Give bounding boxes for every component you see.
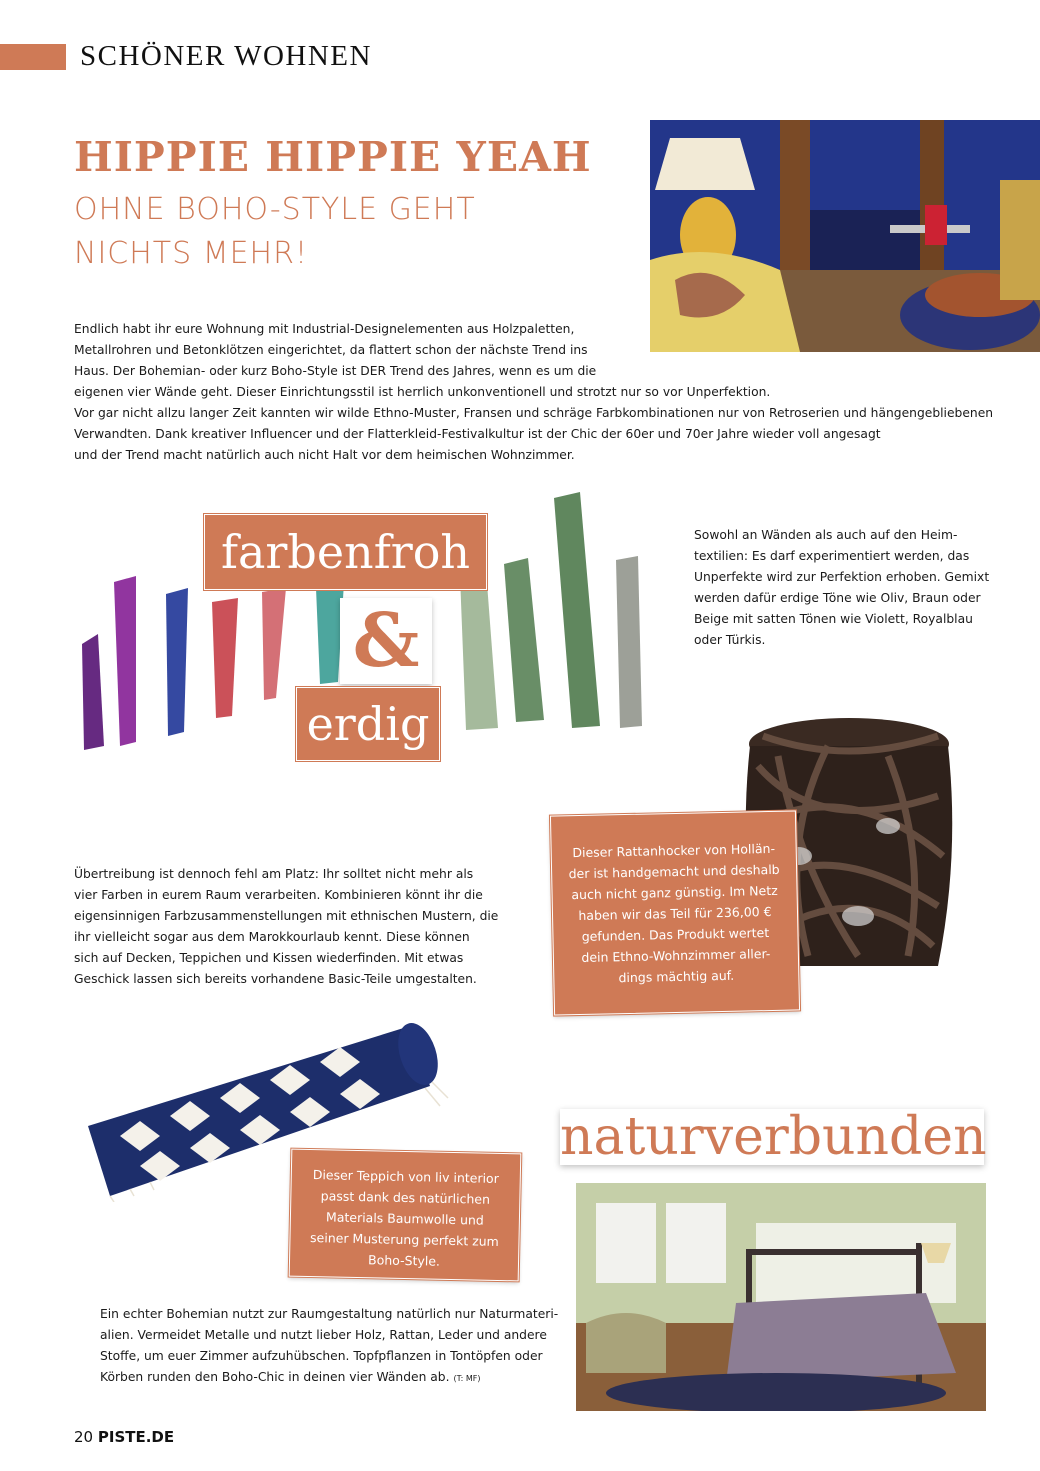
closing-line: alien. Vermeidet Metalle und nutzt lieber Holz, Rattan, Leder und andere	[100, 1328, 547, 1342]
side-line: Unperfekte wird zur Perfektion erhoben. Gemixt	[694, 570, 990, 584]
caption-line: der ist handgemacht und deshalb	[568, 861, 780, 882]
side-line: Sowohl an Wänden als auch auf den Heim-	[694, 528, 958, 542]
intro-line: Endlich habt ihr eure Wohnung mit Industrial-Designelementen aus Holzpaletten,	[74, 322, 575, 336]
intro-line: Vor gar nicht allzu langer Zeit kannten wir wilde Ethno-Muster, Fransen und schräge Farbkombinationen nur von Retroserien und hängengebliebenen	[74, 406, 994, 420]
article-subtitle	[74, 188, 574, 276]
header-accent-bar	[0, 44, 66, 70]
closing-line	[100, 1367, 550, 1389]
closing-paragraph	[100, 1304, 559, 1389]
caption-rug	[289, 1149, 522, 1282]
bedroom-illustration	[576, 1183, 986, 1411]
caption-line: dings mächtig auf.	[618, 967, 735, 986]
section-label: SCHÖNER WOHNEN	[80, 40, 372, 72]
side-line: werden dafür erdige Töne wie Oliv, Braun oder	[694, 591, 981, 605]
caption-line: Dieser Rattanhocker von Hollän-	[572, 840, 776, 861]
intro-line: Haus. Der Bohemian- oder kurz Boho-Style ist DER Trend des Jahres, wenn es um die	[74, 364, 597, 378]
word-naturverbunden: naturverbunden	[560, 1107, 987, 1167]
mid-line: eigensinnigen Farbzusammenstellungen mit ethnischen Mustern, die	[74, 909, 499, 923]
page-number: 20	[74, 1428, 94, 1446]
side-line: textilien: Es darf experimentiert werden, das	[694, 549, 970, 563]
caption-line: seiner Musterung perfekt zum	[309, 1230, 499, 1249]
footer-brand: PISTE.DE	[97, 1428, 175, 1446]
caption-line: dein Ethno-Wohnzimmer aller-	[581, 946, 771, 965]
mid-line: ihr vielleicht sogar aus dem Marokkourlaub kennt. Diese können	[74, 930, 470, 944]
page-footer	[74, 1428, 174, 1446]
intro-paragraph	[74, 319, 994, 466]
caption-line: gefunden. Das Produkt wertet	[581, 925, 770, 944]
caption-line: Dieser Teppich von liv interior	[312, 1167, 499, 1186]
caption-line: auch nicht ganz günstig. Im Netz	[571, 882, 778, 903]
side-line: Beige mit satten Tönen wie Violett, Royalblau	[694, 612, 973, 626]
bedroom-image	[576, 1183, 986, 1411]
intro-line: Verwandten. Dank kreativer Influencer und der Flatterkleid-Festivalkultur ist der Chic der 60er und 70er Jahre wieder voll angesagt	[74, 427, 881, 441]
middle-paragraph	[74, 864, 499, 990]
subtitle-line-1: OHNE BOHO-STYLE GEHT	[74, 192, 476, 227]
article-title: HIPPIE HIPPIE YEAH	[74, 133, 592, 181]
caption-line: passt dank des natürlichen	[320, 1188, 491, 1207]
closing-line-text: Körben runden den Boho-Chic in deinen vier Wänden ab.	[100, 1370, 450, 1384]
living-room-illustration	[650, 120, 1040, 352]
intro-line: und der Trend macht natürlich auch nicht Halt vor dem heimischen Wohnzimmer.	[74, 448, 575, 462]
living-room-image	[650, 120, 1040, 352]
closing-line: Stoffe, um euer Zimmer aufzuhübschen. Topfpflanzen in Tontöpfen oder	[100, 1349, 543, 1363]
ampersand-badge: &	[340, 598, 432, 684]
mid-line: Geschick lassen sich bereits vorhandene Basic-Teile umgestalten.	[74, 972, 477, 986]
word-erdig: erdig	[296, 687, 440, 761]
mid-line: Übertreibung ist dennoch fehl am Platz: Ihr solltet nicht mehr als	[74, 867, 474, 881]
mid-line: sich auf Decken, Teppichen und Kissen wiederfinden. Mit etwas	[74, 951, 464, 965]
intro-line: Metallrohren und Betonklötzen eingerichtet, da flattert schon der nächste Trend ins	[74, 343, 588, 357]
author-credit: (T: MF)	[453, 1374, 481, 1383]
caption-line: Materials Baumwolle und	[325, 1209, 485, 1228]
word-farbenfroh: farbenfroh	[204, 514, 487, 590]
side-line: oder Türkis.	[694, 633, 766, 647]
mid-line: vier Farben in eurem Raum verarbeiten. Kombinieren könnt ihr die	[74, 888, 483, 902]
subtitle-line-2: NICHTS MEHR!	[74, 236, 308, 271]
closing-line: Ein echter Bohemian nutzt zur Raumgestaltung natürlich nur Naturmateri-	[100, 1307, 559, 1321]
caption-rattan-stool	[550, 810, 800, 1015]
intro-line: eigenen vier Wände geht. Dieser Einrichtungsstil ist herrlich unkonventionell und strotzt nur so vor Unperfektion.	[74, 385, 771, 399]
caption-line: haben wir das Teil für 236,00 €	[578, 903, 772, 924]
side-paragraph	[694, 525, 994, 651]
caption-line: Boho-Style.	[367, 1252, 441, 1269]
